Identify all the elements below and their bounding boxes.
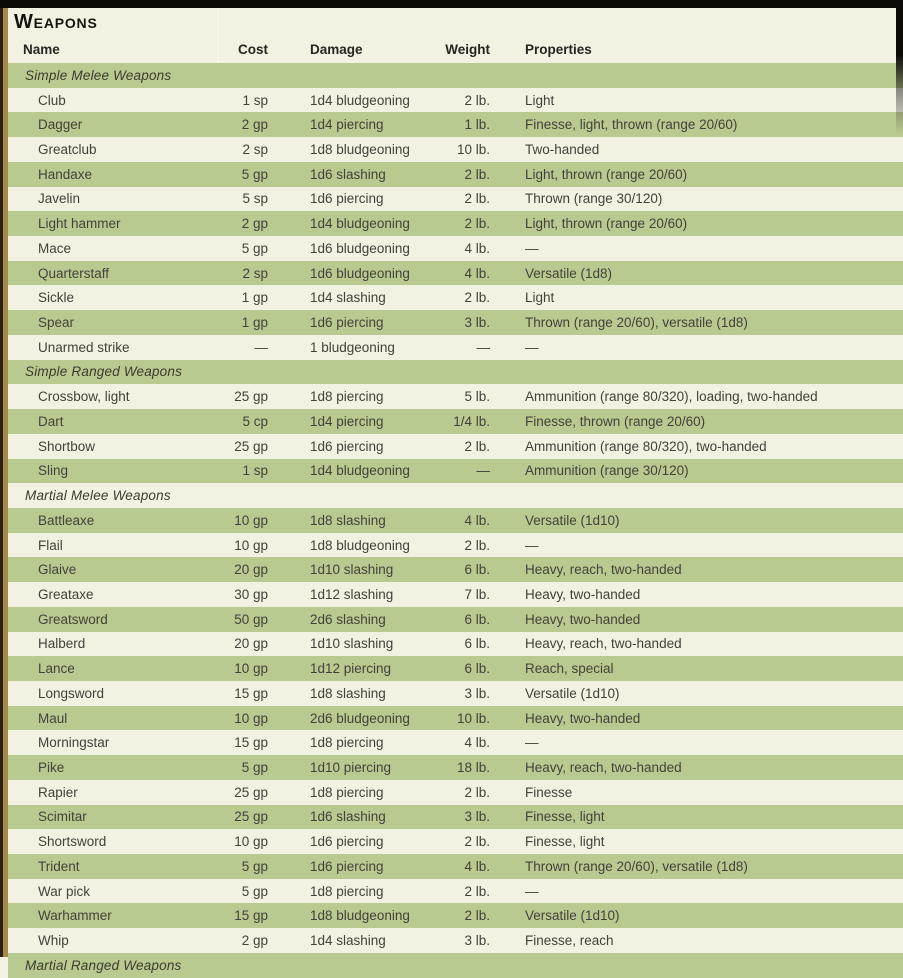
cell-cost: 25 gp <box>234 438 268 454</box>
cell-damage: 2d6 slashing <box>310 611 386 627</box>
table-row <box>8 137 903 162</box>
table-header-row <box>8 35 903 63</box>
cell-cost: 2 gp <box>241 933 268 949</box>
cell-name: Spear <box>38 315 75 331</box>
cell-cost: 20 gp <box>234 636 268 652</box>
cell-cost: 15 gp <box>234 685 268 701</box>
table-row <box>8 681 903 706</box>
table-row <box>8 384 903 409</box>
cell-name: Mace <box>38 240 72 256</box>
cell-cost: 1 sp <box>242 463 268 479</box>
cell-name: Warhammer <box>38 908 112 924</box>
section-row <box>8 63 903 88</box>
cell-damage: 1d4 slashing <box>310 933 386 949</box>
table-row <box>8 829 903 854</box>
cell-cost: 5 cp <box>242 413 268 429</box>
cell-damage: 1d6 slashing <box>310 166 386 182</box>
cell-name: Morningstar <box>38 735 110 751</box>
cell-name: Dagger <box>38 117 83 133</box>
cell-weight: 4 lb. <box>464 735 490 751</box>
cell-damage: 2d6 bludgeoning <box>310 710 410 726</box>
cell-name: Glaive <box>38 562 77 578</box>
cell-properties: Light <box>525 92 555 108</box>
cell-cost: 15 gp <box>234 908 268 924</box>
cell-properties: Light, thrown (range 20/60) <box>525 166 688 182</box>
cell-properties: Ammunition (range 30/120) <box>525 463 689 479</box>
cell-cost: 20 gp <box>234 562 268 578</box>
cell-damage: 1d6 piercing <box>310 438 384 454</box>
cell-name: Javelin <box>38 191 81 207</box>
table-row <box>8 706 903 731</box>
cell-cost: 2 gp <box>241 117 268 133</box>
table-row <box>8 261 903 286</box>
cell-cost: 10 gp <box>234 512 268 528</box>
cell-properties: Finesse, thrown (range 20/60) <box>525 413 706 429</box>
cell-properties: — <box>525 537 539 553</box>
cell-name: Flail <box>38 537 63 553</box>
cell-cost: 5 gp <box>241 166 268 182</box>
page-title: Weapons <box>14 11 98 33</box>
cell-cost: 25 gp <box>234 809 268 825</box>
cell-name: Shortsword <box>38 834 107 850</box>
cell-weight: 6 lb. <box>464 611 490 627</box>
section-label: Martial Ranged Weapons <box>25 957 182 973</box>
table-row <box>8 285 903 310</box>
cell-properties: Thrown (range 20/60), versatile (1d8) <box>525 315 748 331</box>
cell-weight: 1/4 lb. <box>453 413 490 429</box>
cell-properties: Versatile (1d10) <box>525 512 620 528</box>
cell-damage: 1d8 slashing <box>310 685 386 701</box>
table-row <box>8 656 903 681</box>
cell-weight: 3 lb. <box>464 685 490 701</box>
cell-damage: 1d8 bludgeoning <box>310 142 410 158</box>
cell-properties: — <box>525 339 539 355</box>
cell-name: Trident <box>38 858 80 874</box>
cell-damage: 1d8 piercing <box>310 389 384 405</box>
cell-weight: — <box>476 463 490 479</box>
cell-damage: 1d10 slashing <box>310 562 394 578</box>
cell-cost: 50 gp <box>234 611 268 627</box>
cell-weight: 2 lb. <box>464 537 490 553</box>
cell-properties: Versatile (1d8) <box>525 265 613 281</box>
table-row <box>8 187 903 212</box>
cell-cost: 25 gp <box>234 784 268 800</box>
cell-name: Maul <box>38 710 68 726</box>
cell-damage: 1 bludgeoning <box>310 339 395 355</box>
cell-damage: 1d10 slashing <box>310 636 394 652</box>
cell-weight: 2 lb. <box>464 908 490 924</box>
table-row <box>8 755 903 780</box>
cell-damage: 1d8 piercing <box>310 735 384 751</box>
cell-weight: 4 lb. <box>464 240 490 256</box>
table-row <box>8 335 903 360</box>
cell-properties: Heavy, two-handed <box>525 710 641 726</box>
cell-damage: 1d8 slashing <box>310 512 386 528</box>
cell-properties: Finesse, light, thrown (range 20/60) <box>525 117 738 133</box>
cell-cost: 5 gp <box>241 240 268 256</box>
section-row <box>8 483 903 508</box>
table-row <box>8 112 903 137</box>
table-row <box>8 508 903 533</box>
cell-name: Quarterstaff <box>38 265 110 281</box>
table-row <box>8 854 903 879</box>
cell-cost: 2 gp <box>241 216 268 232</box>
table-row <box>8 557 903 582</box>
weapons-table <box>8 8 903 978</box>
cell-damage: 1d6 piercing <box>310 191 384 207</box>
cell-cost: 5 sp <box>242 191 268 207</box>
table-row <box>8 533 903 558</box>
cell-cost: — <box>254 339 268 355</box>
table-row <box>8 730 903 755</box>
cell-weight: 3 lb. <box>464 933 490 949</box>
cell-damage: 1d8 bludgeoning <box>310 908 410 924</box>
cell-weight: 2 lb. <box>464 191 490 207</box>
cell-damage: 1d8 bludgeoning <box>310 537 410 553</box>
cell-properties: Ammunition (range 80/320), loading, two-handed <box>525 389 818 405</box>
cell-name: Sickle <box>38 290 75 306</box>
table-row <box>8 211 903 236</box>
cell-name: Halberd <box>38 636 86 652</box>
cell-weight: 6 lb. <box>464 562 490 578</box>
table-row <box>8 88 903 113</box>
cell-properties: Finesse, light <box>525 834 605 850</box>
cell-weight: 3 lb. <box>464 315 490 331</box>
cell-name: Handaxe <box>38 166 93 182</box>
cell-properties: — <box>525 240 539 256</box>
cell-weight: 10 lb. <box>456 142 490 158</box>
cell-weight: 2 lb. <box>464 166 490 182</box>
cell-damage: 1d4 bludgeoning <box>310 92 410 108</box>
cell-damage: 1d8 piercing <box>310 883 384 899</box>
cell-damage: 1d6 piercing <box>310 834 384 850</box>
cell-cost: 1 gp <box>241 290 268 306</box>
cell-name: Lance <box>38 661 75 677</box>
cell-name: Pike <box>38 759 65 775</box>
cell-properties: Light <box>525 290 555 306</box>
cell-name: Crossbow, light <box>38 389 130 405</box>
page-right-border <box>896 0 903 135</box>
section-row <box>8 360 903 385</box>
cell-properties: Heavy, reach, two-handed <box>525 562 682 578</box>
cell-properties: Finesse, reach <box>525 933 614 949</box>
table-row <box>8 879 903 904</box>
cell-properties: Versatile (1d10) <box>525 908 620 924</box>
cell-cost: 10 gp <box>234 537 268 553</box>
cell-name: Greataxe <box>38 586 94 602</box>
column-header-properties: Properties <box>525 41 592 57</box>
cell-name: Whip <box>38 933 69 949</box>
cell-cost: 30 gp <box>234 586 268 602</box>
cell-damage: 1d4 piercing <box>310 117 384 133</box>
column-header-name: Name <box>23 41 60 57</box>
section-label: Simple Melee Weapons <box>25 67 172 83</box>
cell-name: Club <box>38 92 66 108</box>
cell-name: Rapier <box>38 784 78 800</box>
cell-cost: 1 gp <box>241 315 268 331</box>
cell-name: Sling <box>38 463 69 479</box>
table-row <box>8 434 903 459</box>
cell-properties: Finesse <box>525 784 573 800</box>
cell-weight: 4 lb. <box>464 512 490 528</box>
cell-properties: Thrown (range 20/60), versatile (1d8) <box>525 858 748 874</box>
cell-properties: Light, thrown (range 20/60) <box>525 216 688 232</box>
cell-properties: — <box>525 883 539 899</box>
cell-damage: 1d6 bludgeoning <box>310 265 410 281</box>
cell-cost: 2 sp <box>242 265 268 281</box>
cell-weight: 3 lb. <box>464 809 490 825</box>
cell-damage: 1d4 bludgeoning <box>310 216 410 232</box>
cell-weight: 1 lb. <box>464 117 490 133</box>
cell-cost: 5 gp <box>241 883 268 899</box>
cell-cost: 5 gp <box>241 759 268 775</box>
section-label: Simple Ranged Weapons <box>25 364 183 380</box>
cell-cost: 10 gp <box>234 834 268 850</box>
cell-damage: 1d4 bludgeoning <box>310 463 410 479</box>
table-row <box>8 780 903 805</box>
cell-damage: 1d10 piercing <box>310 759 392 775</box>
cell-cost: 1 sp <box>242 92 268 108</box>
cell-damage: 1d6 piercing <box>310 315 384 331</box>
cell-properties: Ammunition (range 80/320), two-handed <box>525 438 767 454</box>
cell-cost: 10 gp <box>234 710 268 726</box>
table-row <box>8 236 903 261</box>
table-row <box>8 632 903 657</box>
cell-name: Longsword <box>38 685 105 701</box>
section-label: Martial Melee Weapons <box>25 488 171 504</box>
table-row <box>8 805 903 830</box>
cell-damage: 1d12 slashing <box>310 586 394 602</box>
cell-properties: Heavy, two-handed <box>525 611 641 627</box>
cell-name: Shortbow <box>38 438 96 454</box>
cell-weight: 2 lb. <box>464 92 490 108</box>
cell-damage: 1d4 piercing <box>310 413 384 429</box>
cell-weight: 2 lb. <box>464 834 490 850</box>
page-left-margin-strip <box>3 0 8 957</box>
cell-weight: 2 lb. <box>464 438 490 454</box>
cell-weight: 6 lb. <box>464 636 490 652</box>
cell-damage: 1d6 slashing <box>310 809 386 825</box>
cell-damage: 1d8 piercing <box>310 784 384 800</box>
cell-cost: 15 gp <box>234 735 268 751</box>
table-row <box>8 903 903 928</box>
cell-name: Light hammer <box>38 216 121 232</box>
cell-damage: 1d4 slashing <box>310 290 386 306</box>
cell-weight: 6 lb. <box>464 661 490 677</box>
table-row <box>8 459 903 484</box>
cell-properties: Heavy, reach, two-handed <box>525 759 682 775</box>
column-header-damage: Damage <box>310 41 363 57</box>
cell-cost: 25 gp <box>234 389 268 405</box>
table-row <box>8 928 903 953</box>
cell-name: Dart <box>38 413 64 429</box>
cell-weight: 5 lb. <box>464 389 490 405</box>
table-row <box>8 607 903 632</box>
table-row <box>8 409 903 434</box>
cell-damage: 1d12 piercing <box>310 661 392 677</box>
table-row <box>8 582 903 607</box>
cell-weight: 18 lb. <box>456 759 490 775</box>
column-header-cost: Cost <box>238 41 268 57</box>
cell-properties: Reach, special <box>525 661 614 677</box>
cell-damage: 1d6 piercing <box>310 858 384 874</box>
cell-cost: 2 sp <box>242 142 268 158</box>
cell-cost: 5 gp <box>241 858 268 874</box>
table-row <box>8 310 903 335</box>
cell-weight: — <box>476 339 490 355</box>
cell-name: Unarmed strike <box>38 339 130 355</box>
cell-weight: 10 lb. <box>456 710 490 726</box>
cell-weight: 7 lb. <box>464 586 490 602</box>
cell-weight: 4 lb. <box>464 265 490 281</box>
cell-properties: Two-handed <box>525 142 600 158</box>
column-header-weight: Weight <box>445 41 490 57</box>
cell-weight: 2 lb. <box>464 290 490 306</box>
cell-weight: 2 lb. <box>464 784 490 800</box>
cell-damage: 1d6 bludgeoning <box>310 240 410 256</box>
weapons-table-body <box>8 63 903 978</box>
cell-weight: 2 lb. <box>464 883 490 899</box>
cell-cost: 10 gp <box>234 661 268 677</box>
cell-name: War pick <box>38 883 91 899</box>
cell-name: Greatclub <box>38 142 97 158</box>
cell-weight: 4 lb. <box>464 858 490 874</box>
cell-properties: Heavy, reach, two-handed <box>525 636 682 652</box>
cell-name: Scimitar <box>38 809 87 825</box>
cell-weight: 2 lb. <box>464 216 490 232</box>
page-top-border <box>0 0 903 8</box>
table-row <box>8 162 903 187</box>
cell-name: Battleaxe <box>38 512 95 528</box>
cell-name: Greatsword <box>38 611 108 627</box>
cell-properties: — <box>525 735 539 751</box>
cell-properties: Thrown (range 30/120) <box>525 191 663 207</box>
cell-properties: Finesse, light <box>525 809 605 825</box>
cell-properties: Versatile (1d10) <box>525 685 620 701</box>
cell-properties: Heavy, two-handed <box>525 586 641 602</box>
